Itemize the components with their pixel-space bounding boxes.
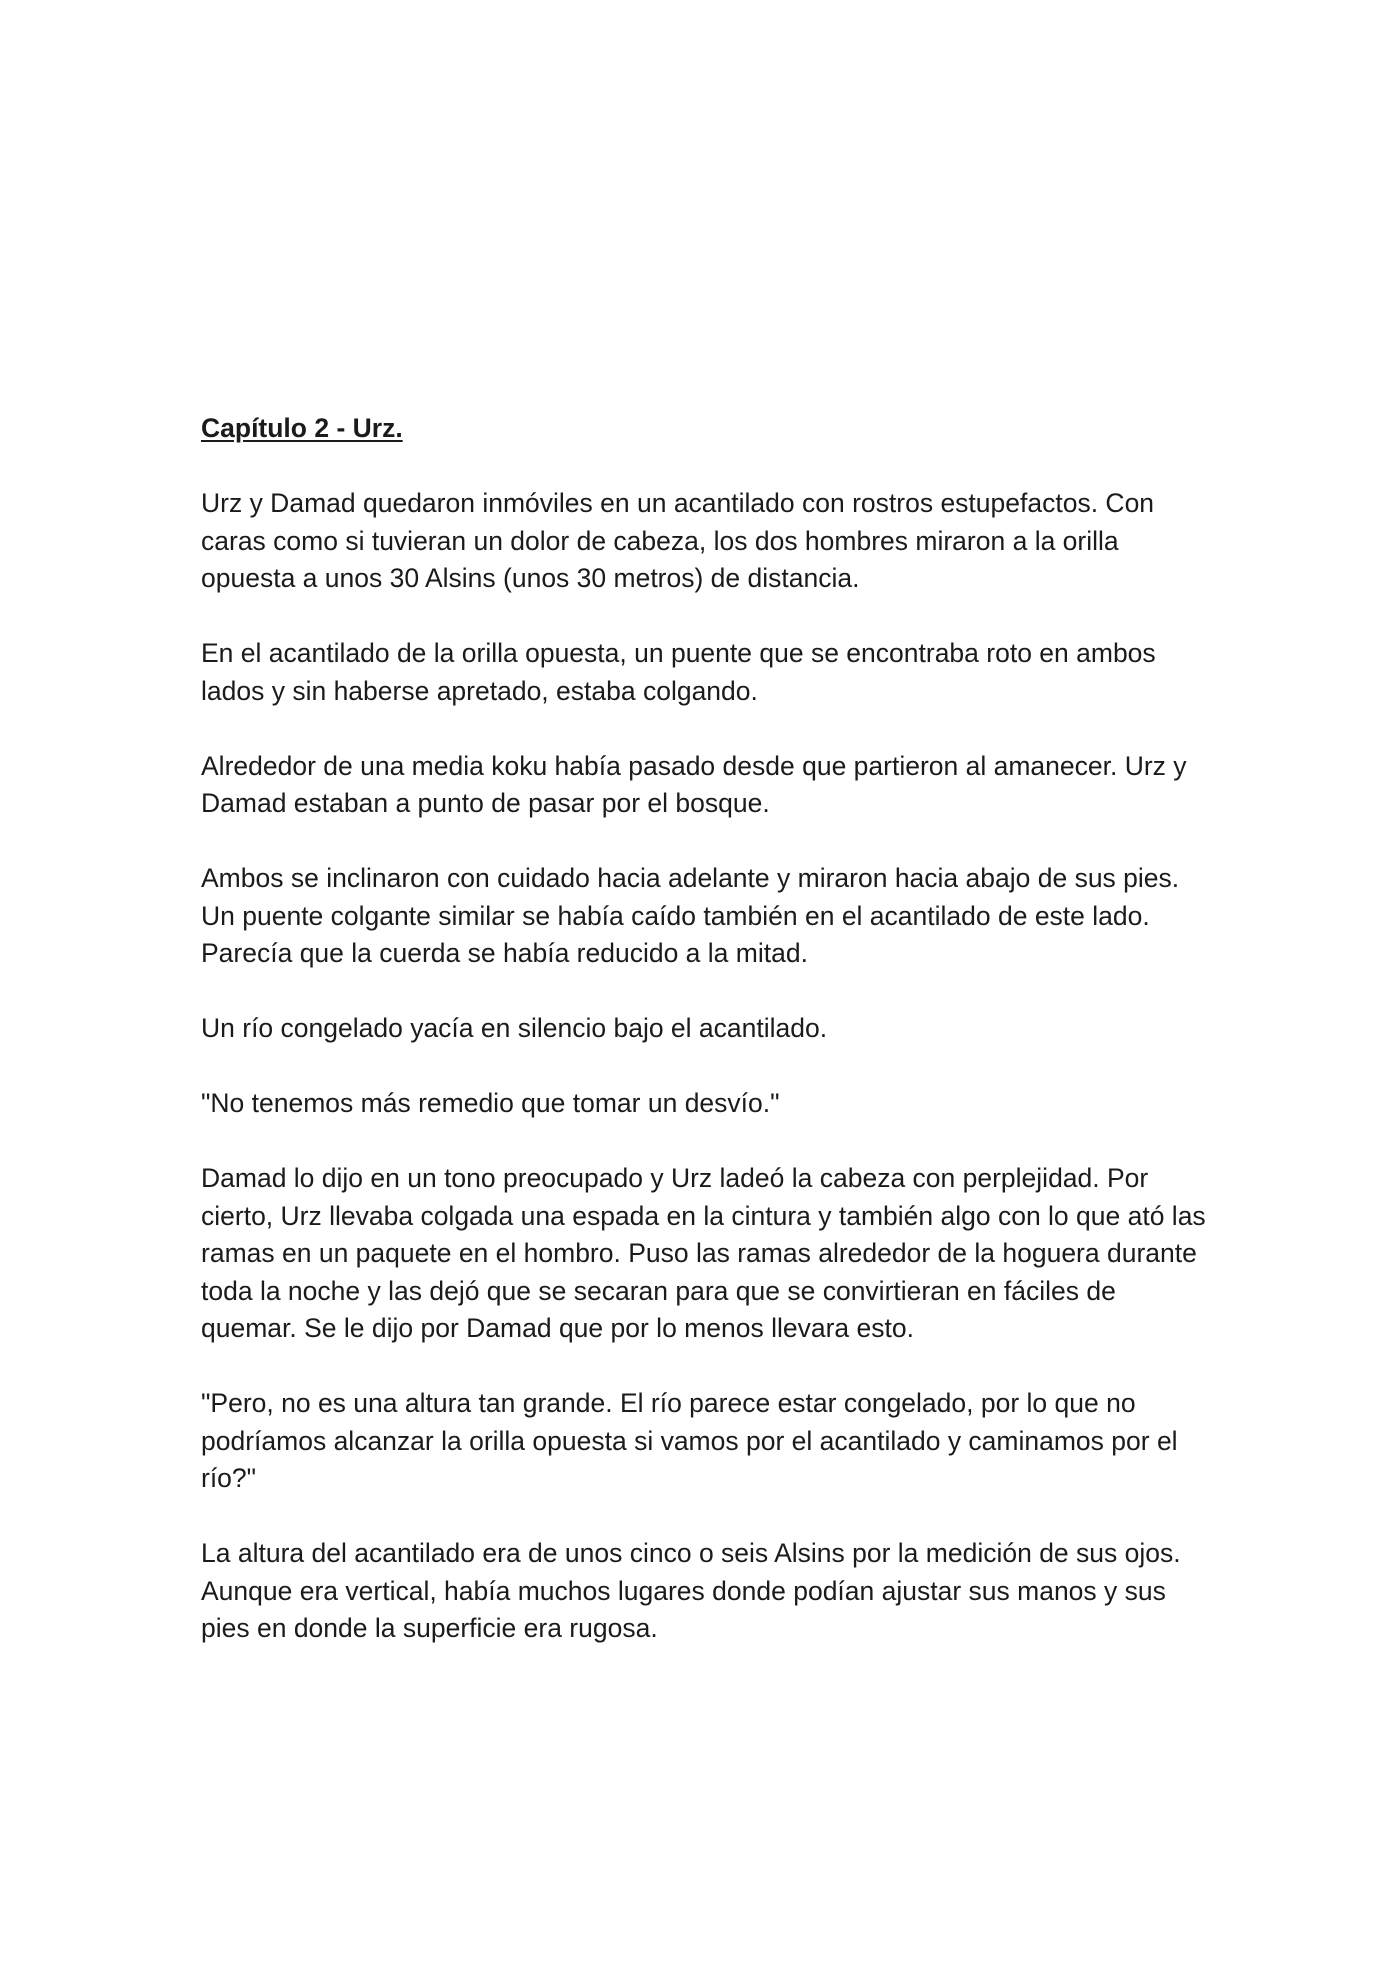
paragraph-9: La altura del acantilado era de unos cinco o seis Alsins por la medición de sus ojos. Aunque era vertical, había muchos lugares donde podían ajustar sus manos y sus pies en donde la superficie era rugosa.: [201, 1538, 1181, 1643]
paragraph-1: Urz y Damad quedaron inmóviles en un acantilado con rostros estupefactos. Con caras como si tuvieran un dolor de cabeza, los dos hombres miraron a la orilla opuesta a unos 30 Alsins (unos 30 metros) de distancia.: [201, 488, 1155, 593]
paragraph-4: Ambos se inclinaron con cuidado hacia adelante y miraron hacia abajo de sus pies. Un puente colgante similar se había caído también en el acantilado de este lado. Parecía que la cuerda se había reducido a la mitad.: [201, 863, 1180, 968]
paragraph-3: Alrededor de una media koku había pasado desde que partieron al amanecer. Urz y Damad estaban a punto de pasar por el bosque.: [201, 750, 1187, 818]
chapter-title: Capítulo 2 - Urz.: [201, 413, 403, 443]
paragraph-8: "Pero, no es una altura tan grande. El río parece estar congelado, por lo que no podríamos alcanzar la orilla opuesta si vamos por el acantilado y caminamos por el río?": [201, 1388, 1178, 1493]
paragraph-2: En el acantilado de la orilla opuesta, un puente que se encontraba roto en ambos lados y sin haberse apretado, estaba colgando.: [201, 638, 1156, 706]
paragraph-6: "No tenemos más remedio que tomar un desvío.": [201, 1088, 780, 1118]
paragraph-5: Un río congelado yacía en silencio bajo el acantilado.: [201, 1013, 828, 1043]
paragraph-7: Damad lo dijo en un tono preocupado y Urz ladeó la cabeza con perplejidad. Por cierto, Urz llevaba colgada una espada en la cintura y también algo con lo que ató las ramas en un paquete en el hombro. Puso las ramas alrededor de la hoguera durante toda la noche y las dejó que se secaran para que se convirtieran en fáciles de quemar. Se le dijo por Damad que por lo menos llevara esto.: [201, 1163, 1206, 1343]
document-body: [201, 410, 1211, 1685]
